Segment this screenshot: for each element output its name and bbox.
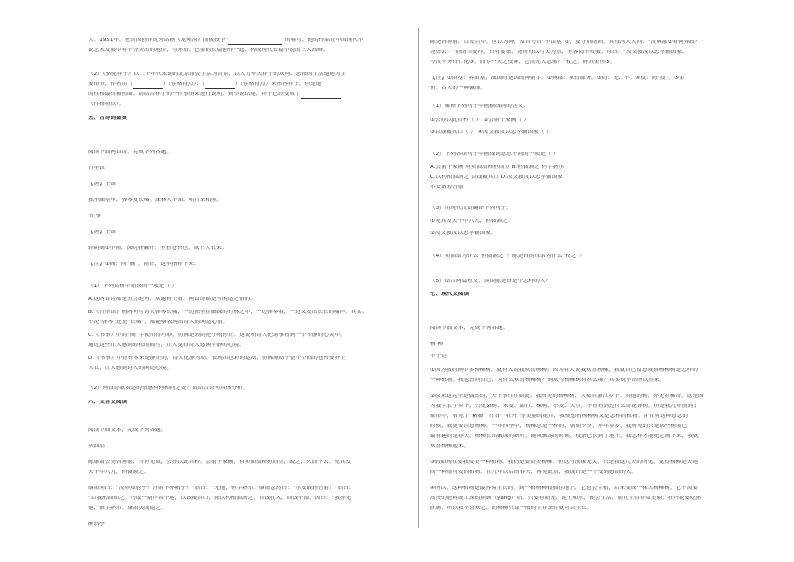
line-text: C.《书事》中的“阁”字使用得巧妙，仿佛是轻阴把小雨停止。这说明诗人把诸事看到一个平静的心灵中。 (88, 333, 346, 338)
line-text: ②原来这完全是偶然的，天下事往往如此。我所见的杨柳树，大都在浙江乡下。其他的树，亦无甚稀奇，这是因 (430, 394, 704, 399)
text-line (430, 86, 486, 92)
fill-in-blank (228, 38, 282, 45)
line-text: 杨 柳 (430, 342, 443, 347)
text-line (88, 166, 105, 172)
line-text: 六、文言文阅读 (88, 400, 128, 405)
text-line (430, 378, 665, 384)
text-line (88, 343, 245, 349)
line-text: （性格特点）。 (88, 102, 125, 107)
text-line (430, 152, 558, 158)
line-text: 【注】①由基：养由基，战国时楚国的神射手。②典郡：掌管郡务。③罔：无、不。④伎：同“技”。⑤金 (430, 76, 685, 81)
text-line (430, 394, 704, 400)
line-text: “以我酌油知之。”乃取一葫芦置于地，以钱覆其口，徐以杓酌油沥之，自钱孔入，而钱不湿。因曰：“我亦无 (88, 496, 352, 501)
text-line (430, 60, 616, 66)
line-text: ①见其发矢十中八九，但微颔之。 (430, 219, 514, 224)
line-text: 为我生长于乡下，只见桑树、禾麦、甜竹、楝树、小麦、大豆，不曾看到过什么奇花异树。但是我几年前到了 (430, 404, 699, 409)
text-line (88, 333, 346, 339)
column-divider (418, 28, 419, 528)
fill-in-blank (301, 92, 341, 99)
line-text: 康肃问曰：“汝亦知射乎？吾射不亦精乎？”翁曰：“无他，但手熟尔。”康肃忿然曰：“尔安敢轻吾射！”翁曰： (88, 486, 355, 491)
text-line (88, 386, 248, 392)
text-line (430, 326, 508, 332)
text-line (430, 206, 512, 212)
line-text: （1）解释下列句子中画横线词的含义。 (430, 104, 529, 109)
line-text: （1）下列赏析中错误的一项是（ ） (88, 284, 178, 289)
section-heading (88, 400, 127, 406)
line-text: 五、古诗词鉴赏 (88, 116, 128, 121)
line-text: 丰子恺 (430, 354, 447, 359)
line-text: 肚肠，所以我不喜欢它，而杨柳只靠一般的生存条件就可以生长。 (430, 506, 593, 511)
text-line (430, 354, 447, 360)
text-line (430, 424, 687, 430)
line-text: ①因为我的画中多杨柳树，就有人说我欢喜杨柳；因为有人说我欢喜杨柳，我就自己留意观察杨柳树是怎样的 (430, 368, 698, 373)
text-line (88, 92, 341, 99)
line-text: 矢十中八九，但微颔之。 (88, 470, 150, 475)
line-text: 【唐】王维 (88, 230, 116, 235)
line-text: 今汝不务行仁化③，而专一夫之伎④，岂汝先人志邪？”杖之，碎其金鱼⑤。 (430, 60, 616, 65)
text-line (88, 470, 150, 476)
text-line (430, 175, 563, 181)
text-line (88, 72, 346, 78)
text-line (430, 165, 564, 171)
line-text: 陈尧咨善射，百发百中，世以为神，常自号曰“小由基”①，及守荆南回，其母冯夫人问：“汝典郡②有何异政？” (430, 40, 704, 45)
line-text: 人衣，让人感到诗人的闲适心境。 (88, 366, 172, 371)
text-line (430, 506, 592, 512)
line-text: C.以杓酌油沥之 以钱覆其口 D.汝父教汝以忠孝辅国家 (430, 175, 563, 180)
text-line (430, 40, 703, 46)
text-line (430, 444, 469, 450)
line-text: 卖油翁 (88, 444, 105, 449)
line-text: 醉翁亭 (88, 522, 105, 527)
section-heading (88, 116, 127, 122)
line-text: （5）结合两篇短文，谈谈陈尧咨是个怎样的人？ (430, 279, 552, 284)
text-line (430, 104, 529, 110)
text-line (88, 506, 166, 512)
line-text: 要情节，作者用（ (88, 82, 133, 87)
text-line (88, 182, 116, 188)
line-text: 竹里馆 (88, 166, 105, 171)
line-text: 一种植物。我也曾问自己，为什么欢喜杨柳树？到底与杨柳树有甚么缘？其实说不出所以然来。 (430, 378, 665, 383)
text-line (88, 320, 228, 326)
text-line (430, 414, 688, 420)
text-line (88, 444, 105, 450)
text-line (88, 366, 172, 372)
text-line (430, 50, 688, 56)
line-text: 阅读下面文本，完成下列各题。 (88, 428, 167, 433)
line-text: 人。1951年，老舍因创作优秀话剧《龙须沟》而被授予“ (88, 38, 229, 43)
line-text: （2）《骆驼祥子》以二十年代末期的北京市民生活为背景，以人力车夫祥子的坎坷、悲惨的生活遭遇为主 (88, 72, 347, 77)
line-text: 陈康肃公尧咨善射，当世无双，公亦以此自矜。尝射于家圃，有卖油翁释担而立，睨之，久而不去。见其发 (88, 460, 351, 465)
text-line (430, 368, 698, 374)
text-line (430, 76, 685, 82)
line-text: 时候，我更要注意杨柳。一年四季中，杨柳总是一样的，朝朝夕夕，年年岁岁，我所见的只是那些树而已 (430, 424, 688, 429)
line-text: ①公亦以此自矜（ ） ②尝射于家圃（ ） (430, 118, 530, 123)
line-text: 间一种很可爱的植物。在几年以后的春天，再见此景，我或许是一个受到感动的人。 (430, 470, 637, 475)
line-text: （2）下列各组句子中画线词意思不同的一项是（ ） (430, 152, 559, 157)
line-text: A.尝射于家圃 有卖油翁释担而立 B.但微颔之 但手熟尔 (430, 165, 564, 170)
text-line (88, 522, 105, 528)
line-text: ③以钱覆其口（ ） ④汝父教汝以忠孝辅国家（ ） (430, 130, 552, 135)
line-text: 最有趣的是春天，杨柳长出嫩绿的新叶，随风飘荡的时候，枝条已长到了地上。我怎样才能把它画下来，我就 (430, 434, 699, 439)
line-text: ”的称号。他的作品在中国现代小 (282, 38, 364, 43)
text-line (88, 460, 351, 466)
fill-in-blank (133, 82, 163, 89)
text-line (430, 404, 699, 410)
text-line (430, 231, 497, 237)
text-line (430, 130, 552, 136)
text-line (88, 496, 351, 502)
line-text: 通过这些让人感到轻松的描写，让人觉得诗人悠闲平静的心境。 (88, 343, 245, 348)
line-text: 说艺术发展中有十分突出的地位，与茅盾、巴金的长篇创作一起，构成现代长篇小说的三大高峰。 (88, 48, 329, 53)
line-text: 都市中，看见了“紫藤”“红苕”“牡丹”等美丽的花卉，我便想看杨柳树又是怎样的植物。并且有这种意念的 (430, 414, 688, 419)
line-text: ②汝父教汝以忠孝辅国家。 (430, 231, 497, 236)
line-text: 七、现代文阅读 (430, 292, 470, 297)
text-line (88, 246, 227, 252)
fill-in-blank (205, 82, 235, 89)
line-text: 尔安敢轻吾射 (430, 185, 464, 190)
line-text: 的性格最终被扭曲。请结合祥子的一件事情来进行说明。到小说结尾，祥子已经变成了 (88, 92, 301, 97)
text-line (430, 460, 698, 466)
text-line (88, 230, 116, 236)
line-text: （4）卖油翁为什么“但微颔之”？陈尧咨的母亲为什么“杖之”？ (430, 254, 585, 259)
line-text: （3）用现代汉语翻译下列句子。 (430, 206, 512, 211)
text-line (88, 214, 101, 220)
line-text: 高贵的肥料或工深的照顾（yǎng）培，只要有阳光、泥土和水，便会生活，而且生得非常美丽。牡丹花要吃猪 (430, 496, 702, 501)
line-text: 阅读下面文本，完成下列各题。 (430, 326, 509, 331)
line-text: （2）两首诗歌表达的情感有何相同之处？请结合诗句具体分析。 (88, 386, 249, 391)
line-text: 独坐幽篁里，弹琴复长啸。深林人不知，明月来相照。 (88, 198, 223, 203)
text-line (88, 48, 329, 54)
text-line (430, 496, 701, 502)
line-text: 他，惟手熟尔。”康肃笑而遣之。 (88, 506, 167, 511)
line-text: ④所以，这种植物是最容易生长的。到一根杨柳枝插在地上，它也会生根，后来变成一株大杨柳树。它不需要 (430, 486, 698, 491)
text-line (88, 150, 172, 156)
line-text: 不论“弹琴”还是“长啸”，都能够表现出诗人的闲适心情。 (88, 320, 229, 325)
text-line (88, 428, 166, 434)
text-line (88, 102, 124, 108)
text-line (88, 82, 321, 89)
text-line (88, 262, 200, 268)
line-text: 鱼：古人的一种佩饰。 (430, 86, 486, 91)
text-line (88, 486, 354, 492)
text-line (88, 198, 222, 204)
text-line (430, 279, 551, 285)
line-text: 轻阴阁①小雨，深院昼慵开。坐看苍苔色，欲上人衣来。 (88, 246, 228, 251)
text-line (430, 434, 699, 440)
line-text: D.《书事》中青苔本来是静止的，诗人化静为动，表现出色彩的运动，仿佛流动于整个空间的苍苔要扑上 (88, 356, 346, 361)
line-text: 尧咨云：“荆南当要冲，日有宴集，尧咨每以弓矢为乐，坐客罔不叹服。”母曰：“汝父教汝以忠孝辅国家， (430, 50, 688, 55)
text-line (88, 356, 346, 362)
text-line (88, 38, 363, 45)
text-line (88, 284, 177, 290)
line-text: ）（性格特点）来形容祥子，但是他 (234, 82, 322, 87)
line-text: A.这两首诗都是五言绝句，从题材上看，两首诗都是写闲适之情的。 (88, 297, 256, 302)
text-line (430, 185, 464, 191)
line-text: 书 事 (88, 214, 101, 219)
line-text: ）（性格特点）、（ (162, 82, 205, 87)
text-line (430, 254, 585, 260)
section-heading (430, 292, 469, 298)
line-text: B.《竹里馆》前两句写诗人弹琴长啸，一边独坐在幽深的竹林之中，一边弹奏着，一边又发出长长的啸声。其实， (88, 310, 368, 315)
text-line (430, 342, 443, 348)
line-text: 【唐】王维 (88, 182, 116, 187)
text-line (430, 470, 637, 476)
text-line (430, 219, 513, 225)
line-text: 【注】①阁：同“搁”，阻止，这里指停下来。 (88, 262, 200, 267)
text-line (430, 486, 698, 492)
text-line (88, 310, 368, 316)
text-line (88, 297, 256, 303)
text-line (430, 118, 529, 124)
line-text: 阅读下面两首诗，完成下列各题。 (88, 150, 172, 155)
line-text: ③假如现在要我赞美一种植物，我仍是要赞美杨柳。但这与前缘无关，只是我这几天的所见，觉得杨柳是天地 (430, 460, 698, 465)
line-text: 欢喜杨柳起来。 (430, 444, 470, 449)
